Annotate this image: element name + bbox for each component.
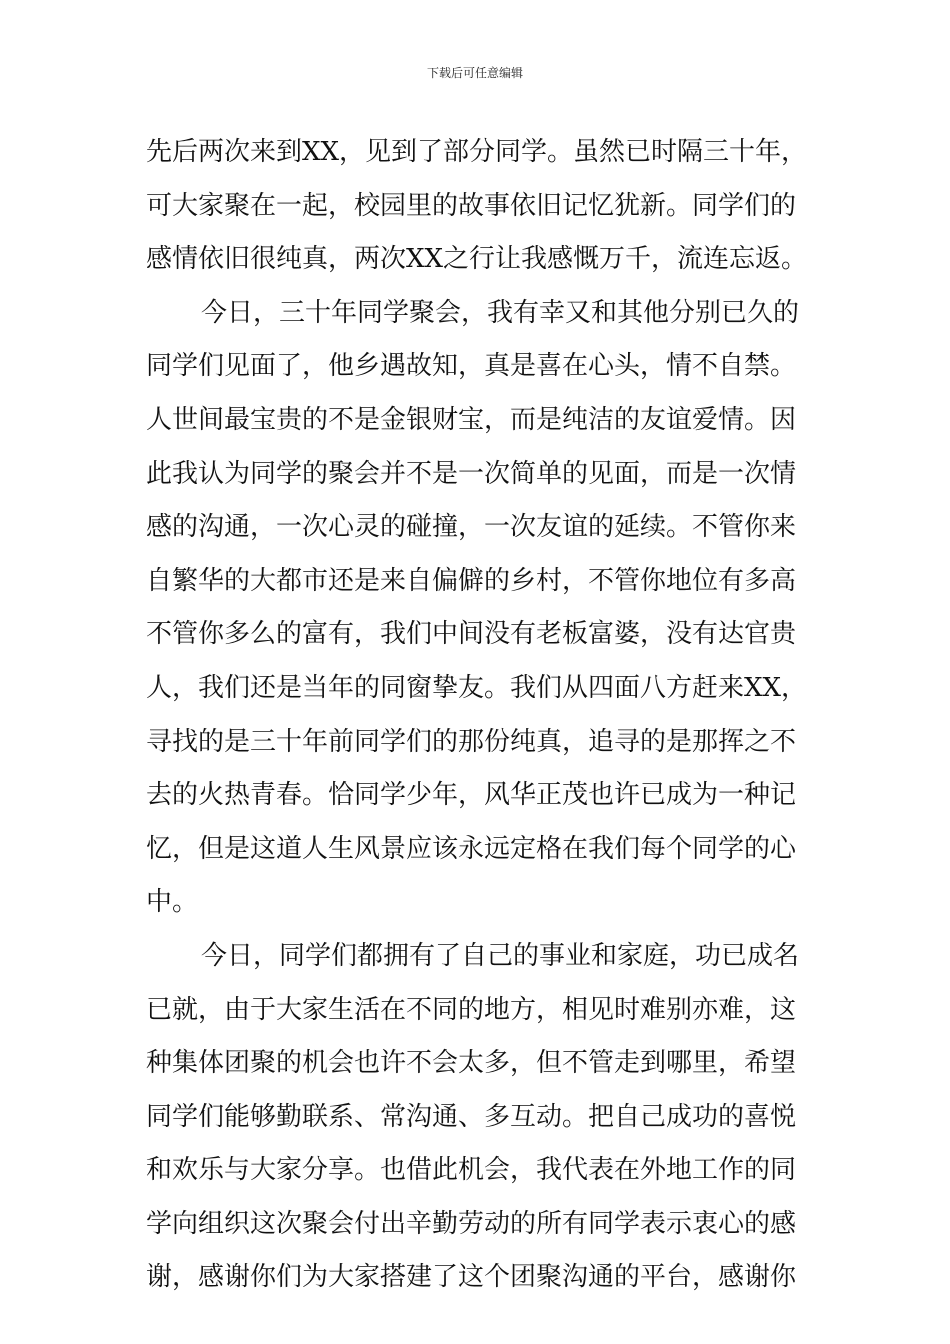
text-line: 谢，感谢你们为大家搭建了这个团聚沟通的平台，感谢你 [146,1262,797,1293]
document-body [146,126,816,1305]
text-line: 寻找的是三十年前同学们的那份纯真，追寻的是那挥之不 [146,726,797,757]
text-line: 和欢乐与大家分享。也借此机会，我代表在外地工作的同 [146,1155,797,1186]
text-line: 今日，同学们都拥有了自己的事业和家庭，功已成名 [201,940,800,971]
text-line: 此我认为同学的聚会并不是一次简单的见面，而是一次情 [146,458,797,489]
paragraph [146,126,816,287]
text-line: 先后两次来到XX，见到了部分同学。虽然已时隔三十年， [146,137,808,167]
text-line: 忆，但是这道人生风景应该永远定格在我们每个同学的心 [146,833,797,864]
text-line: 自繁华的大都市还是来自偏僻的乡村，不管你地位有多高 [146,565,797,596]
paragraph [146,930,816,1305]
text-line: 感情依旧很纯真，两次XX之行让我感慨万千，流连忘返。 [146,244,808,275]
text-line: 人，我们还是当年的同窗挚友。我们从四面八方赶来XX， [146,672,808,703]
text-line: 种集体团聚的机会也许不会太多，但不管走到哪里，希望 [146,1048,797,1079]
text-line: 去的火热青春。恰同学少年，风华正茂也许已成为一种记 [146,780,797,811]
page-header: 下载后可任意编辑 [426,66,523,80]
text-line: 今日，三十年同学聚会，我有幸又和其他分别已久的 [201,297,800,328]
text-line: 中。 [146,887,199,918]
text-line: 同学们见面了，他乡遇故知，真是喜在心头，情不自禁。 [146,351,797,382]
text-line: 已就，由于大家生活在不同的地方，相见时难别亦难，这 [146,994,797,1025]
text-line: 学向组织这次聚会付出辛勤劳动的所有同学表示衷心的感 [146,1208,797,1239]
paragraph [146,287,816,930]
text-line: 感的沟通，一次心灵的碰撞，一次友谊的延续。不管你来 [146,512,797,543]
text-line: 不管你多么的富有，我们中间没有老板富婆，没有达官贵 [146,619,797,650]
text-line: 可大家聚在一起，校园里的故事依旧记忆犹新。同学们的 [146,190,797,221]
text-line: 人世间最宝贵的不是金银财宝，而是纯洁的友谊爱情。因 [146,404,797,435]
text-line: 同学们能够勤联系、常沟通、多互动。把自己成功的喜悦 [146,1101,797,1132]
